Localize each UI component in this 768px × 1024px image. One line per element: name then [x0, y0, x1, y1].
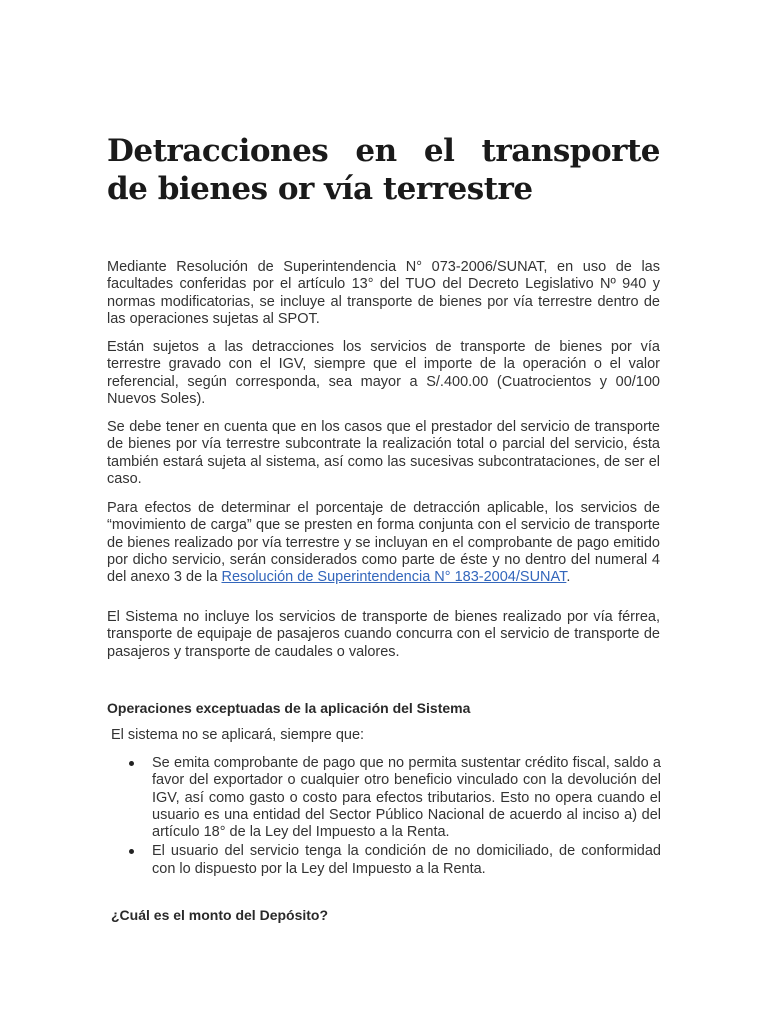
section-heading-deposit-amount: ¿Cuál es el monto del Depósito? — [111, 907, 329, 923]
section-heading-exceptions: Operaciones exceptuadas de la aplicación del Sistema — [107, 700, 471, 716]
paragraph-cargo-movement-end: . — [566, 569, 571, 586]
paragraph-subcontracting: Se debe tener en cuenta que en los casos que el prestador del servicio de transporte de bienes por vía terrestre subcontrate la realización total o parcial del servicio, ésta también estará sujeta al sistema, así como las sucesivas subcontrataciones, de ser el caso. — [107, 419, 660, 487]
exceptions-list — [129, 755, 661, 880]
exceptions-intro: El sistema no se aplicará, siempre que: — [111, 727, 365, 743]
resolution-183-2004-link[interactable]: Resolución de Superintendencia N° 183-2004/SUNAT — [221, 569, 567, 586]
paragraph-cargo-movement — [107, 500, 660, 586]
bullet-icon — [129, 849, 134, 854]
paragraph-subject-services: Están sujetos a las detracciones los servicios de transporte de bienes por vía terrestre gravado con el IGV, siempre que el importe de la operación o el valor referencial, según corresponda, sea mayor a S/.400.00 (Cuatrocientos y 00/100 Nuevos Soles). — [107, 339, 660, 407]
document-title: Detracciones en el transporte de bienes or vía terrestre — [107, 133, 660, 207]
list-item-text: Se emita comprobante de pago que no permita sustentar crédito fiscal, saldo a favor del exportador o cualquier otro beneficio vinculado con la devolución del IGV, así como gasto o costo para efectos tributarios. Esto no opera cuando el usuario es una entidad del Sector Público Nacional de acuerdo al inciso a) del artículo 18° de la Ley del Impuesto a la Renta. — [152, 755, 661, 841]
bullet-icon — [129, 761, 134, 766]
list-item-text: El usuario del servicio tenga la condición de no domiciliado, de conformidad con lo dispuesto por la Ley del Impuesto a la Renta. — [152, 843, 661, 877]
paragraph-resolution: Mediante Resolución de Superintendencia N° 073-2006/SUNAT, en uso de las facultades conferidas por el artículo 13° del TUO del Decreto Legislativo Nº 940 y normas modificatorias, se incluye al transporte de bienes por vía terrestre dentro de las operaciones sujetas al SPOT. — [107, 259, 660, 327]
list-item — [129, 843, 661, 878]
paragraph-exclusions: El Sistema no incluye los servicios de transporte de bienes realizado por vía férrea, transporte de equipaje de pasajeros cuando concurra con el servicio de transporte de pasajeros y transporte de caudales o valores. — [107, 609, 660, 660]
paragraph-cargo-movement-text: Para efectos de determinar el porcentaje de detracción aplicable, los servicios de “movimiento de carga” que se presten en forma conjunta con el servicio de transporte de bienes realizado por vía terrestre y se incluyan en el comprobante de pago emitido por dicho servicio, serán considerados como parte de éste y no dentro del numeral 4 del anexo 3 de la — [107, 500, 660, 586]
list-item — [129, 755, 661, 841]
